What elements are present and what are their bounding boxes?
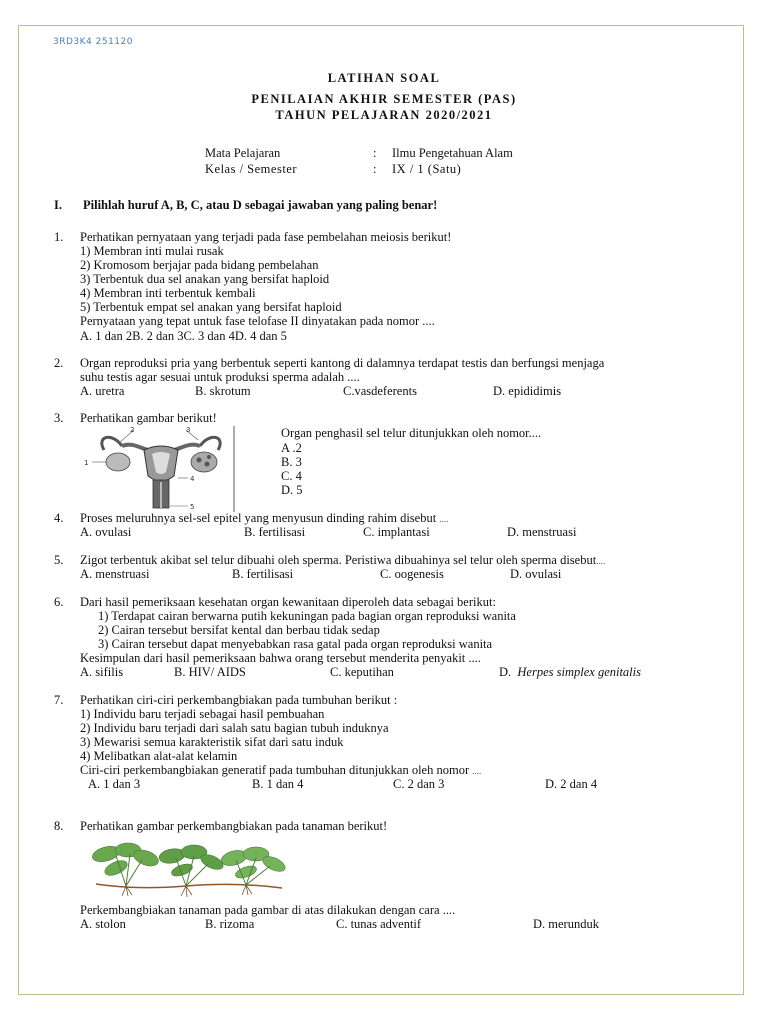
subject-separator: :	[373, 146, 377, 160]
q3-option-c: C. 4	[281, 469, 302, 483]
class-value: IX / 1 (Satu)	[392, 162, 462, 176]
q2-option-c: C.vasdeferents	[343, 384, 417, 398]
document-code: 3RD3K4 251120	[53, 37, 133, 47]
q3-number: 3.	[54, 411, 64, 425]
q1-number: 1.	[54, 230, 64, 244]
q6-option-a: A. sifilis	[80, 665, 124, 679]
q1-stem: Perhatikan pernyataan yang terjadi pada fase pembelahan meiosis berikut!	[80, 230, 452, 244]
q8-option-d: D. merunduk	[533, 917, 599, 931]
q3-option-a: A .2	[281, 441, 302, 455]
q7-item: 3) Mewarisi semua karakteristik sifat dari satu induk	[80, 735, 344, 749]
title-line-1: LATIHAN SOAL	[327, 71, 441, 85]
q3-stem: Perhatikan gambar berikut!	[80, 411, 217, 425]
q1-item: 2) Kromosom berjajar pada bidang pembelahan	[80, 258, 319, 272]
q7-option-d: D. 2 dan 4	[545, 777, 598, 791]
q3-question: Organ penghasil sel telur ditunjukkan oleh nomor....	[281, 426, 542, 440]
q5-number: 5.	[54, 553, 64, 567]
q7-option-c: C. 2 dan 3	[393, 777, 445, 791]
q6-item: 2) Cairan tersebut bersifat kental dan berbau tidak sedap	[98, 623, 380, 637]
q4-option-c: C. implantasi	[363, 525, 430, 539]
q2-stem-line-2: suhu testis agar sesuai untuk produksi sperma adalah ....	[80, 370, 360, 384]
q6-number: 6.	[54, 595, 64, 609]
q2-option-b: B. skrotum	[195, 384, 251, 398]
q4-number: 4.	[54, 511, 64, 525]
q3-option-b: B. 3	[281, 455, 302, 469]
q5-stem: Zigot terbentuk akibat sel telur dibuahi oleh sperma. Peristiwa dibuahinya sel telur oleh sperma disebut....	[80, 553, 606, 567]
q2-number: 2.	[54, 356, 64, 370]
section-number: I.	[54, 198, 62, 212]
q5-option-b: B. fertilisasi	[232, 567, 294, 581]
q5-option-d: D. ovulasi	[510, 567, 562, 581]
q4-option-b: B. fertilisasi	[244, 525, 306, 539]
q7-option-a: A. 1 dan 3	[88, 777, 141, 791]
q7-item: 4) Melibatkan alat-alat kelamin	[80, 749, 238, 763]
title-line-2: PENILAIAN AKHIR SEMESTER (PAS)	[251, 92, 517, 106]
q7-question: Ciri-ciri perkembangbiakan generatif pada tumbuhan ditunjukkan oleh nomor ....	[80, 763, 482, 777]
q2-option-d: D. epididimis	[493, 384, 562, 398]
q6-item: 3) Cairan tersebut dapat menyebabkan rasa gatal pada organ reproduksi wanita	[98, 637, 493, 651]
figure-label-1: 1	[84, 459, 89, 467]
q8-stem: Perhatikan gambar perkembangbiakan pada tanaman berikut!	[80, 819, 388, 833]
figure-label-3: 3	[186, 426, 191, 434]
figure-label-5: 5	[190, 503, 195, 511]
q1-item: 5) Terbentuk empat sel anakan yang bersifat haploid	[80, 300, 342, 314]
figure-label-4: 4	[190, 475, 195, 483]
ovary-left-icon	[106, 453, 130, 471]
q5-option-a: A. menstruasi	[80, 567, 150, 581]
class-separator: :	[373, 162, 377, 176]
q1-question: Pernyataan yang tepat untuk fase telofase II dinyatakan pada nomor ....	[80, 314, 435, 328]
q8-number: 8.	[54, 819, 64, 833]
q7-item: 2) Individu baru terjadi dari salah satu bagian tubuh induknya	[80, 721, 389, 735]
q6-option-d: D. Herpes simplex genitalis	[499, 665, 641, 679]
q1-item: 3) Terbentuk dua sel anakan yang bersifat haploid	[80, 272, 330, 286]
q2-stem-line-1: Organ reproduksi pria yang berbentuk seperti kantong di dalamnya terdapat testis dan berfungsi menjaga	[80, 356, 605, 370]
q1-item: 4) Membran inti terbentuk kembali	[80, 286, 256, 300]
q6-stem: Dari hasil pemeriksaan kesehatan organ kewanitaan diperoleh data sebagai berikut:	[80, 595, 496, 609]
q6-option-b: B. HIV/ AIDS	[174, 665, 246, 679]
subject-label: Mata Pelajaran	[205, 146, 281, 160]
female-reproductive-organ-figure	[82, 424, 238, 514]
class-label: Kelas / Semester	[205, 162, 298, 176]
q8-option-a: A. stolon	[80, 917, 126, 931]
q4-option-d: D. menstruasi	[507, 525, 577, 539]
subject-value: Ilmu Pengetahuan Alam	[392, 146, 513, 160]
q7-stem: Perhatikan ciri-ciri perkembangbiakan pada tumbuhan berikut :	[80, 693, 398, 707]
figure-label-2: 2	[130, 426, 135, 434]
strawberry-stolon-figure	[86, 840, 290, 898]
q8-option-c: C. tunas adventif	[336, 917, 422, 931]
q1-item: 1) Membran inti mulai rusak	[80, 244, 224, 258]
section-instruction: Pilihlah huruf A, B, C, atau D sebagai jawaban yang paling benar!	[83, 198, 438, 212]
q6-option-c: C. keputihan	[330, 665, 394, 679]
q4-option-a: A. ovulasi	[80, 525, 132, 539]
q7-option-b: B. 1 dan 4	[252, 777, 304, 791]
q3-option-d: D. 5	[281, 483, 303, 497]
q6-question: Kesimpulan dari hasil pemeriksaan bahwa orang tersebut menderita penyakit ....	[80, 651, 481, 665]
ovary-right-icon	[191, 452, 217, 472]
q7-item: 1) Individu baru terjadi sebagai hasil pembuahan	[80, 707, 325, 721]
q2-option-a: A. uretra	[80, 384, 125, 398]
title-line-3: TAHUN PELAJARAN 2020/2021	[275, 108, 493, 122]
q4-stem: Proses meluruhnya sel-sel epitel yang menyusun dinding rahim disebut ....	[80, 511, 449, 525]
q1-options: A. 1 dan 2B. 2 dan 3C. 3 dan 4D. 4 dan 5	[80, 329, 287, 343]
q8-question: Perkembangbiakan tanaman pada gambar di atas dilakukan dengan cara ....	[80, 903, 456, 917]
q5-option-c: C. oogenesis	[380, 567, 444, 581]
q7-number: 7.	[54, 693, 64, 707]
q6-item: 1) Terdapat cairan berwarna putih kekuningan pada bagian organ reproduksi wanita	[98, 609, 516, 623]
q8-option-b: B. rizoma	[205, 917, 255, 931]
